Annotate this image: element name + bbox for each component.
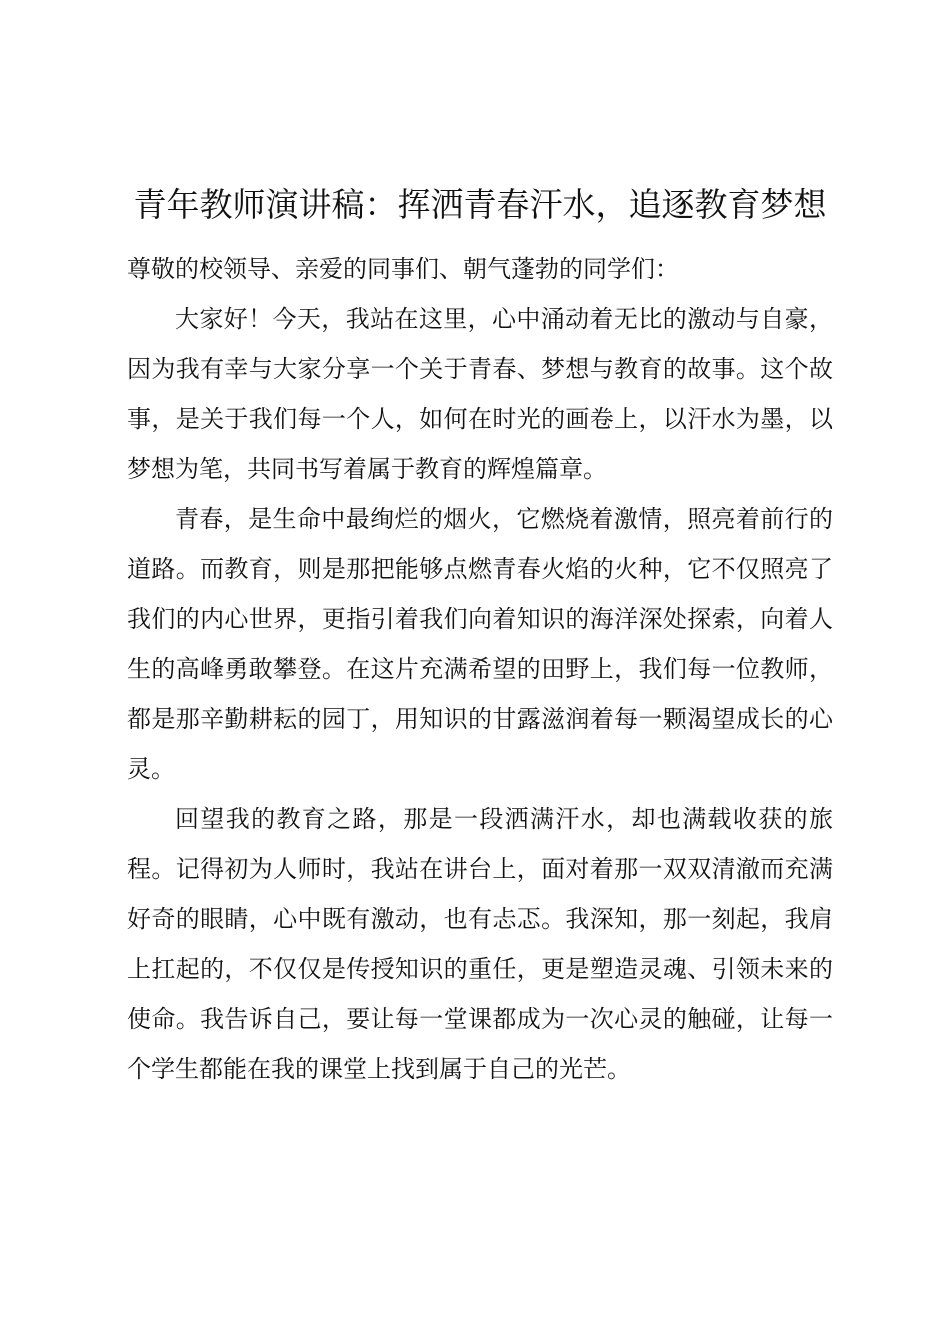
salutation: 尊敬的校领导、亲爱的同事们、朝气蓬勃的同学们： [127,255,679,283]
document-title: 青年教师演讲稿：挥洒青春汗水，追逐教育梦想 [133,185,827,224]
paragraph-2: 青春，是生命中最绚烂的烟火，它燃烧着激情，照亮着前行的道路。而教育，则是那把能够点燃青春火焰的火种，它不仅照亮了我们的内心世界，更指引着我们向着知识的海洋深处探索，向着人生的高峰勇敢攀登。在这片充满希望的田野上，我们每一位教师，都是那辛勤耕耘的园丁，用知识的甘露滋润着每一颗渴望成长的心灵。 [127,505,833,783]
paragraph-3: 回望我的教育之路，那是一段洒满汗水，却也满载收获的旅程。记得初为人师时，我站在讲台上，面对着那一双双清澈而充满好奇的眼睛，心中既有激动，也有忐忑。我深知，那一刻起，我肩上扛起的，不仅仅是传授知识的重任，更是塑造灵魂、引领未来的使命。我告诉自己，要让每一堂课都成为一次心灵的触碰，让每一个学生都能在我的课堂上找到属于自己的光芒。 [127,805,833,1083]
document-page [127,182,833,1094]
paragraph-1: 大家好！今天，我站在这里，心中涌动着无比的激动与自豪，因为我有幸与大家分享一个关于青春、梦想与教育的故事。这个故事，是关于我们每一个人，如何在时光的画卷上，以汗水为墨，以梦想为笔，共同书写着属于教育的辉煌篇章。 [127,305,833,483]
